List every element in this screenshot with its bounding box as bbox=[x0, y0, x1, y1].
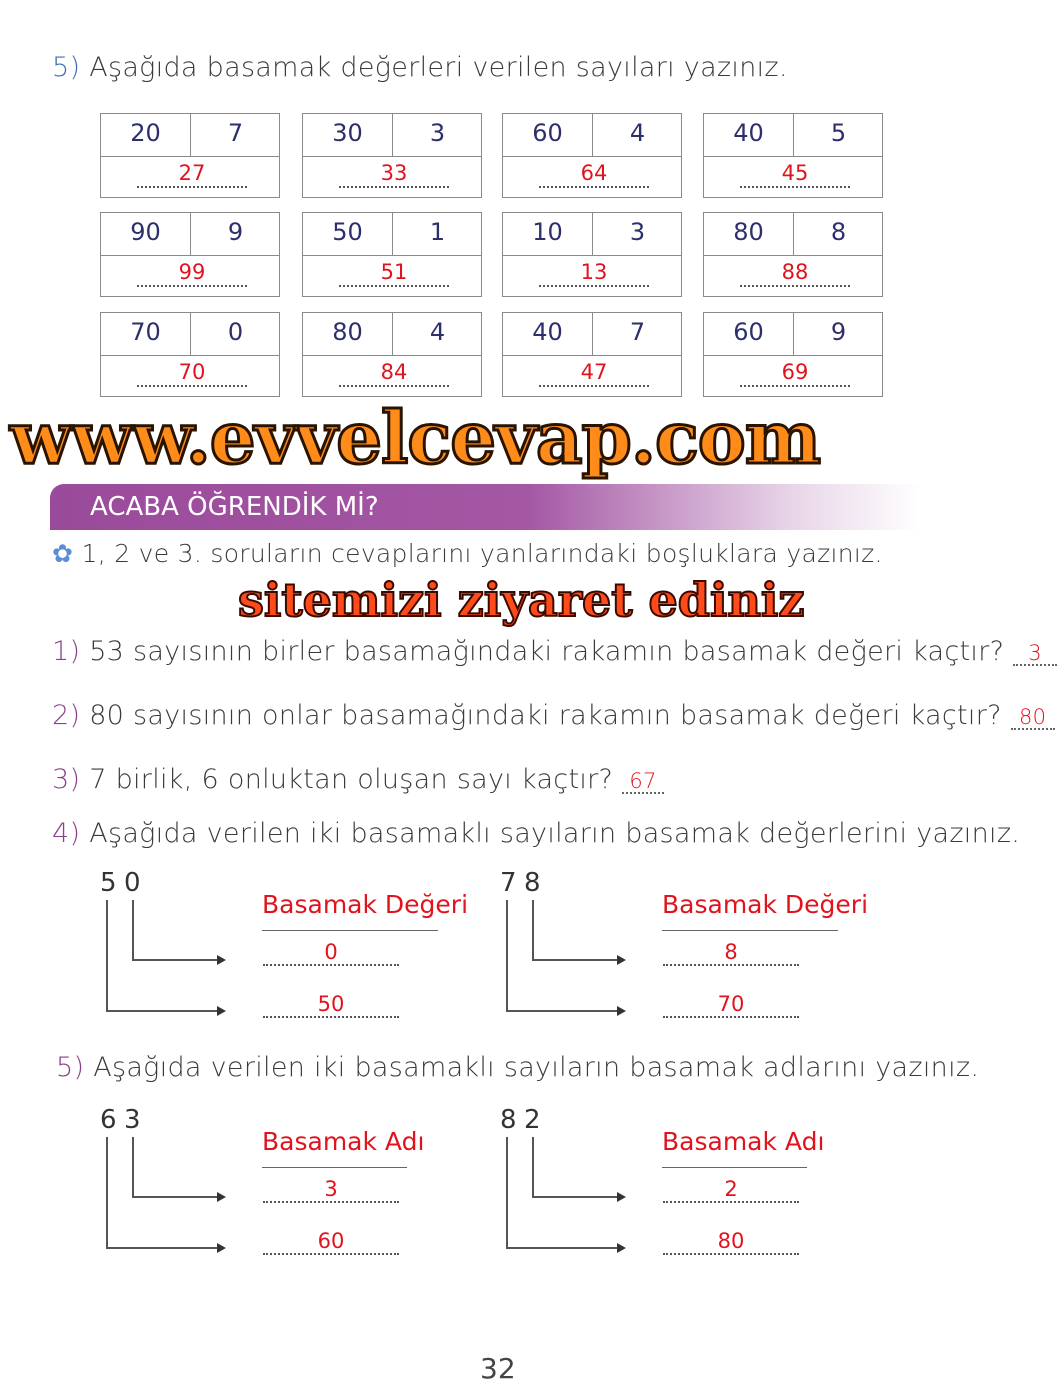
heading-rule bbox=[662, 930, 838, 931]
tens-value: 80 bbox=[733, 218, 764, 246]
question-number: 1) bbox=[52, 636, 81, 667]
ones-line bbox=[532, 900, 534, 960]
ones-value: 7 bbox=[227, 119, 244, 147]
question-3 bbox=[52, 764, 664, 796]
ones-value: 9 bbox=[227, 218, 244, 246]
place-value-diagram bbox=[500, 868, 869, 1028]
ones-line bbox=[132, 1137, 134, 1197]
tens-value: 70 bbox=[130, 318, 161, 346]
ones-answer[interactable]: 0 bbox=[263, 940, 399, 966]
ones-value: 9 bbox=[830, 318, 847, 346]
box-answer[interactable]: 27 bbox=[137, 160, 247, 188]
ones-value: 7 bbox=[629, 318, 646, 346]
ones-value: 4 bbox=[429, 318, 446, 346]
section-title-top bbox=[52, 52, 788, 84]
section-text: Aşağıda verilen iki basamaklı sayıların basamak değerlerini yazınız. bbox=[89, 818, 1021, 849]
ones-line bbox=[132, 1196, 218, 1198]
question-number: 3) bbox=[52, 764, 81, 795]
ones-value: 5 bbox=[830, 119, 847, 147]
box-answer[interactable]: 47 bbox=[539, 359, 649, 387]
tens-line bbox=[106, 1247, 218, 1249]
question-text: 80 sayısının onlar basamağındaki rakamın basamak değeri kaçtır? bbox=[89, 700, 1002, 731]
tens-line bbox=[506, 1137, 508, 1248]
box-answer[interactable]: 69 bbox=[740, 359, 850, 387]
tens-answer[interactable]: 60 bbox=[263, 1229, 399, 1255]
section-4-title bbox=[52, 818, 1020, 850]
place-value-box bbox=[703, 212, 883, 297]
tens-digit: 6 bbox=[100, 1105, 117, 1135]
tens-line bbox=[106, 1010, 218, 1012]
ones-value: 3 bbox=[629, 218, 646, 246]
box-answer[interactable]: 45 bbox=[740, 160, 850, 188]
diagram-heading: Basamak Adı bbox=[662, 1127, 825, 1156]
place-value-box bbox=[703, 312, 883, 397]
answer-field[interactable]: 3 bbox=[1013, 642, 1057, 666]
place-value-box bbox=[502, 113, 682, 198]
tens-value: 60 bbox=[532, 119, 563, 147]
box-answer[interactable]: 33 bbox=[339, 160, 449, 188]
instruction bbox=[52, 538, 883, 570]
arrow-icon bbox=[217, 1006, 226, 1016]
ones-digit: 3 bbox=[124, 1105, 141, 1135]
tens-line bbox=[106, 900, 108, 1011]
box-answer[interactable]: 88 bbox=[740, 259, 850, 287]
place-value-box bbox=[302, 212, 482, 297]
ones-line bbox=[532, 1196, 618, 1198]
ones-value: 0 bbox=[227, 318, 244, 346]
tens-line bbox=[506, 1010, 618, 1012]
heading-rule bbox=[262, 1167, 407, 1168]
ones-line bbox=[532, 959, 618, 961]
place-value-box bbox=[100, 212, 280, 297]
tens-answer[interactable]: 50 bbox=[263, 992, 399, 1018]
arrow-icon bbox=[217, 1243, 226, 1253]
diagram-heading: Basamak Değeri bbox=[662, 890, 869, 919]
section-5-title bbox=[56, 1052, 979, 1084]
tens-line bbox=[506, 1247, 618, 1249]
arrow-icon bbox=[217, 1192, 226, 1202]
box-answer[interactable]: 99 bbox=[137, 259, 247, 287]
ones-answer[interactable]: 2 bbox=[663, 1177, 799, 1203]
diagram-heading: Basamak Değeri bbox=[262, 890, 469, 919]
tens-digit: 7 bbox=[500, 868, 517, 898]
tens-value: 20 bbox=[130, 119, 161, 147]
place-value-box bbox=[302, 113, 482, 198]
arrow-icon bbox=[617, 1006, 626, 1016]
tens-line bbox=[506, 900, 508, 1011]
box-answer[interactable]: 70 bbox=[137, 359, 247, 387]
place-value-diagram bbox=[100, 868, 469, 1028]
arrow-icon bbox=[617, 1192, 626, 1202]
tens-answer[interactable]: 80 bbox=[663, 1229, 799, 1255]
arrow-icon bbox=[617, 1243, 626, 1253]
answer-field[interactable]: 67 bbox=[622, 770, 664, 794]
flower-icon: ✿ bbox=[52, 539, 74, 568]
box-answer[interactable]: 84 bbox=[339, 359, 449, 387]
arrow-icon bbox=[217, 955, 226, 965]
question-text: 7 birlik, 6 onluktan oluşan sayı kaçtır? bbox=[89, 764, 614, 795]
place-value-box bbox=[100, 113, 280, 198]
tens-answer[interactable]: 70 bbox=[663, 992, 799, 1018]
watermark-visit: sitemizi ziyaret ediniz bbox=[238, 573, 805, 627]
place-value-box bbox=[302, 312, 482, 397]
banner-title: ACABA ÖĞRENDİK Mİ? bbox=[90, 492, 379, 522]
question-2 bbox=[52, 700, 1055, 732]
ones-value: 4 bbox=[629, 119, 646, 147]
ones-value: 3 bbox=[429, 119, 446, 147]
section-number: 4) bbox=[52, 818, 81, 849]
tens-value: 30 bbox=[332, 119, 363, 147]
heading-rule bbox=[662, 1167, 807, 1168]
section-number: 5) bbox=[52, 52, 81, 83]
page-number: 32 bbox=[480, 1352, 516, 1385]
ones-line bbox=[532, 1137, 534, 1197]
ones-value: 8 bbox=[830, 218, 847, 246]
tens-digit: 8 bbox=[500, 1105, 517, 1135]
watermark-url: www.evvelcevap.com bbox=[10, 395, 820, 480]
question-number: 2) bbox=[52, 700, 81, 731]
section-text: Aşağıda basamak değerleri verilen sayıları yazınız. bbox=[89, 52, 788, 83]
tens-value: 40 bbox=[532, 318, 563, 346]
ones-answer[interactable]: 8 bbox=[663, 940, 799, 966]
section-banner bbox=[50, 484, 920, 530]
ones-line bbox=[132, 959, 218, 961]
ones-value: 1 bbox=[429, 218, 446, 246]
ones-answer[interactable]: 3 bbox=[263, 1177, 399, 1203]
box-answer[interactable]: 13 bbox=[539, 259, 649, 287]
tens-value: 80 bbox=[332, 318, 363, 346]
tens-value: 90 bbox=[130, 218, 161, 246]
ones-digit: 0 bbox=[124, 868, 141, 898]
question-text: 53 sayısının birler basamağındaki rakamın basamak değeri kaçtır? bbox=[89, 636, 1005, 667]
place-value-box bbox=[502, 212, 682, 297]
ones-digit: 8 bbox=[524, 868, 541, 898]
ones-line bbox=[132, 900, 134, 960]
tens-line bbox=[106, 1137, 108, 1248]
tens-value: 40 bbox=[733, 119, 764, 147]
place-value-diagram bbox=[500, 1105, 825, 1265]
ones-digit: 2 bbox=[524, 1105, 541, 1135]
tens-value: 50 bbox=[332, 218, 363, 246]
place-value-box bbox=[502, 312, 682, 397]
question-1 bbox=[52, 636, 1057, 668]
arrow-icon bbox=[617, 955, 626, 965]
place-value-diagram bbox=[100, 1105, 425, 1265]
section-text: Aşağıda verilen iki basamaklı sayıların basamak adlarını yazınız. bbox=[93, 1052, 980, 1083]
heading-rule bbox=[262, 930, 438, 931]
box-answer[interactable]: 64 bbox=[539, 160, 649, 188]
answer-field[interactable]: 80 bbox=[1011, 706, 1055, 730]
instruction-text: 1, 2 ve 3. soruların cevaplarını yanlarındaki boşluklara yazınız. bbox=[81, 539, 883, 568]
section-number: 5) bbox=[56, 1052, 85, 1083]
place-value-box bbox=[703, 113, 883, 198]
place-value-box bbox=[100, 312, 280, 397]
tens-value: 10 bbox=[532, 218, 563, 246]
tens-digit: 5 bbox=[100, 868, 117, 898]
tens-value: 60 bbox=[733, 318, 764, 346]
diagram-heading: Basamak Adı bbox=[262, 1127, 425, 1156]
box-answer[interactable]: 51 bbox=[339, 259, 449, 287]
